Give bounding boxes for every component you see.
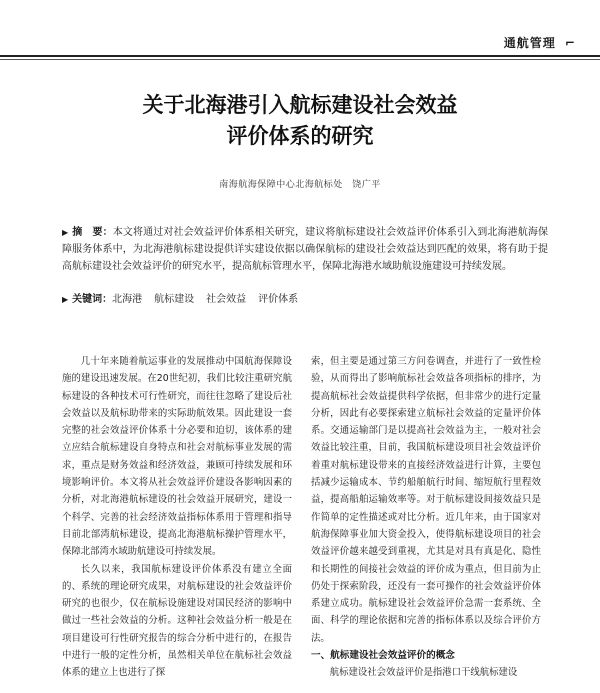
section-header <box>504 34 576 51</box>
abstract-label: 摘 要： <box>72 227 113 238</box>
keyword-item: 北海港 <box>112 294 143 305</box>
section-title: 通航管理 <box>503 36 556 50</box>
right-column <box>311 353 541 682</box>
keywords-label: 关键词： <box>72 294 113 305</box>
section-heading: 一、航标建设社会效益评价的概念 <box>311 650 455 662</box>
author-line: 南海航海保障中心北海航标处 饶广平 <box>219 180 381 190</box>
header-rule-thin <box>0 59 600 60</box>
keyword-item: 航标建设 <box>154 294 195 305</box>
bullet-triangle-icon: ▶ <box>62 295 69 304</box>
body-paragraph: 几十年来随着航运事业的发展推动中国航海保障设施的建设迅速发展。在20世纪初，我们比较注重研究航标建设的各种技术可行性研究，而往往忽略了建设后社会效益以及航标助带来的实际助航效果。因此建设一套完整的社会效益评价体系十分必要和迫切，该体系的建立应结合航标建设自身特点和社会对航标事业发展的需求，重点是财务效益和经济效益，兼顾可持续发展和环境影响评价。本文将从社会效益评价建设各影响因素的分析，对北海港航标建设的社会效益开展研究，建设一个科学、完善的社会经济效益指标体系用于管理和指导目前北部湾航标建设，提高北海港航标操护管理水平，保障北部湾水域助航建设可持续发展。 <box>62 356 292 558</box>
abstract-text: 本文将通过对社会效益评价体系相关研究，建议将航标建设社会效益评价体系引入到北海港航海保障服务体系中，为北海港航标建设提供详实建设依据以确保航标的建设社会效益达到匹配的效果，将有助于提高航标建设社会效益评价的研究水平，提高航标管理水平，保障北海港水域助航设施建设可持续发展。 <box>62 227 549 272</box>
abstract <box>62 224 548 275</box>
left-column <box>62 353 292 682</box>
section-logo-icon: ⌐ <box>564 36 576 50</box>
keyword-item: 社会效益 <box>206 294 247 305</box>
keywords <box>62 291 548 308</box>
article-title-line2: 评价体系的研究 <box>226 124 374 148</box>
body-paragraph: 长久以来，我国航标建设评价体系没有建立全面的、系统的理论研究成果，对航标建设的社会效益评价研究的也很少，仅在航标设施建设对国民经济的影响中做过一些社会效益的分析。这种社会效益分析一般是在项目建设可行性研究报告的综合分析中进行的，在报告中进行一般的定性分析，虽然相关单位在航标社会效益体系的建立上也进行了探 <box>62 563 292 679</box>
header-rule <box>0 55 600 57</box>
keyword-item: 评价体系 <box>258 294 299 305</box>
bullet-triangle-icon: ▶ <box>62 228 69 237</box>
body-paragraph: 索，但主要是通过第三方问卷调查，并进行了一致性检验，从而得出了影响航标社会效益各项指标的排序，为提高航标社会效益提供科学依据，但非常少的进行定量分析，因此有必要探索建立航标社会效益的定量评价体系。交通运输部门是以提高社会效益为主，一般对社会效益比较注重，目前，我国航标建设项目社会效益评价着重对航标建设带来的直接经济效益进行计算，主要包括减少运输成本、节约船舶航行时间、缩短航行里程效益，提高船舶运输效率等。对于航标建设间接效益只是作简单的定性描述或对比分析。近几年来，由于国家对航海保障事业加大资金投入，使得航标建设项目的社会效益评价越来越受到重视，尤其是对具有真是化、隐性和长期性的间接社会效益的评价成为重点，但目前为止仍处于探索阶段，还没有一套可操作的社会效益评价体系建立成功。航标建设社会效益评价急需一套系统、全面、科学的理论依据和完善的指标体系以及综合评价方法。 <box>311 356 541 644</box>
article-title <box>0 90 600 152</box>
body-paragraph: 航标建设社会效益评价是指港口干线航标建设 <box>329 667 518 679</box>
article-title-line1: 关于北海港引入航标建设社会效益 <box>142 93 458 117</box>
